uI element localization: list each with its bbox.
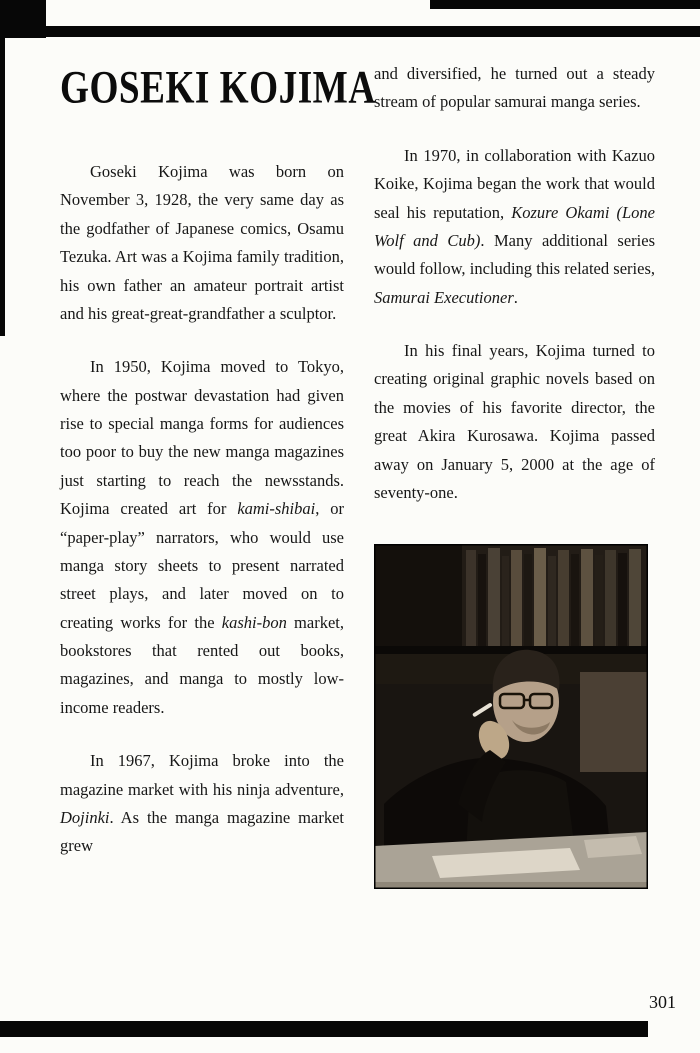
italic-text: Kozure Okami (Lone Wolf and Cub) [374, 202, 655, 250]
text-run: In his final years, Kojima turned to creating original graphic novels based on the movies of his favorite director, the great Akira Kurosawa. Kojima passed away on January 5, 2000 at the age of seventy-one. [374, 341, 655, 502]
page-title: GOSEKI KOJIMA [60, 62, 376, 114]
text-run: In 1970, in collaboration with Kazuo Koike, Kojima began the work that would seal his reputation, [374, 145, 655, 222]
italic-text: kashi-bon [221, 612, 287, 632]
scan-artifact-left-strip [0, 36, 5, 336]
wall-patch [580, 672, 648, 772]
paragraph [374, 60, 655, 117]
text-run: market, bookstores that rented out books, magazines, and manga to mostly low-income readers. [60, 612, 344, 717]
text-run: . Many additional series would follow, including this related series, [374, 230, 655, 279]
italic-text: kami-shibai [237, 499, 316, 519]
page-number: 301 [649, 992, 676, 1012]
right-column [374, 60, 655, 894]
scan-artifact-top-bar [0, 26, 700, 37]
paragraph [60, 158, 344, 328]
italic-text: Dojinki [60, 807, 110, 827]
scan-artifact-top-left [0, 0, 46, 38]
text-run: . As the manga magazine market grew [60, 807, 344, 856]
scan-artifact-bottom-bar [0, 1021, 648, 1037]
paragraph [374, 337, 655, 507]
text-run: In 1950, Kojima moved to Tokyo, where the postwar devastation had given rise to special manga forms for audiences too poor to buy the new manga magazines just starting to reach the newsstands. Kojima created art for [60, 357, 344, 519]
kojima-photo [374, 544, 648, 889]
left-column-text [60, 158, 344, 861]
paragraph [374, 142, 655, 312]
text-run: and diversified, he turned out a steady stream of popular samurai manga series. [374, 64, 655, 112]
italic-text: Samurai Executioner [374, 287, 514, 307]
paragraph [60, 747, 344, 861]
left-column [60, 62, 376, 886]
paragraph [60, 353, 344, 722]
text-run: . [513, 287, 518, 307]
text-run: , or “paper-play” narrators, who would use manga story sheets to present narrated street plays, and later moved on to creating works for the [60, 499, 344, 632]
right-column-text [374, 60, 655, 507]
scan-artifact-top-right [430, 0, 700, 9]
page-title-wrap [60, 62, 376, 128]
text-run: In 1967, Kojima broke into the magazine market with his ninja adventure, [60, 751, 344, 799]
text-run: Goseki Kojima was born on November 3, 1928, the very same day as the godfather of Japanese comics, Osamu Tezuka. Art was a Kojima family tradition, his own father an amateur portrait artist and his great-great-grandfather a sculptor. [60, 162, 344, 323]
